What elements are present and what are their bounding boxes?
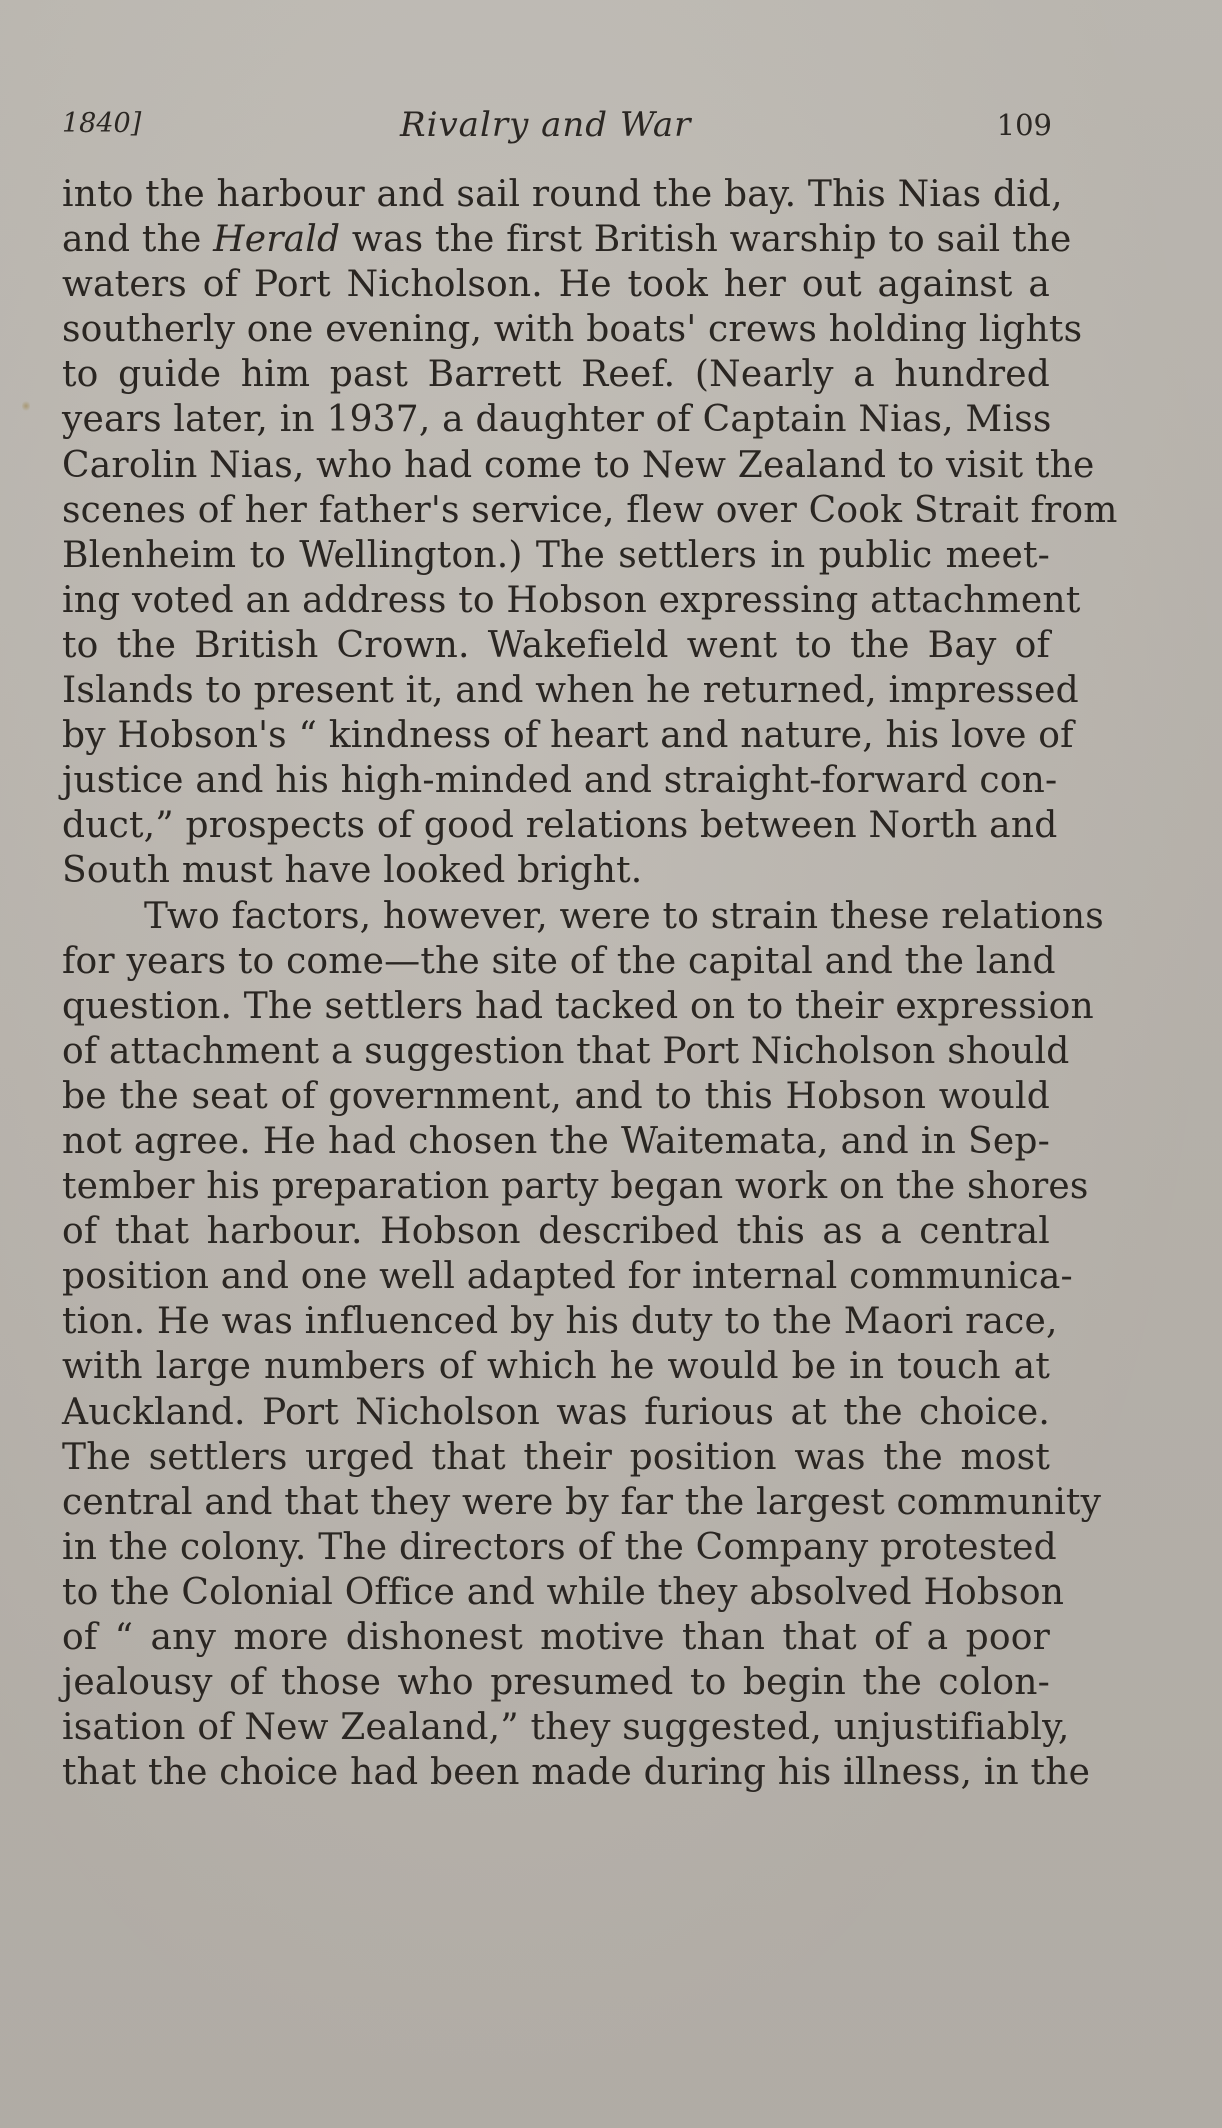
text-line-herald xyxy=(62,217,1072,262)
text-line: not agree. He had chosen the Waitemata, and in Sep- xyxy=(62,1120,1050,1162)
text-line: central and that they were by far the largest community xyxy=(62,1481,1102,1523)
text-line: for years to come—the site of the capital and the land xyxy=(62,940,1056,982)
paper-speck xyxy=(22,400,30,412)
text-line: in the colony. The directors of the Company protested xyxy=(62,1526,1057,1568)
text-line: jealousy of those who presumed to begin the colon- xyxy=(62,1662,1050,1704)
text-line: duct,” prospects of good relations between North and xyxy=(62,805,1058,847)
text-line-paragraph-end: South must have looked bright. xyxy=(62,850,643,892)
text-line: with large numbers of which he would be in touch at xyxy=(62,1346,1050,1388)
running-head-title: Rivalry and War xyxy=(400,105,692,145)
text-line: Carolin Nias, who had come to New Zealand to visit the xyxy=(62,444,1095,486)
text-line: isation of New Zealand,” they suggested, unjustifiably, xyxy=(62,1707,1070,1749)
text-line: into the harbour and sail round the bay. This Nias did, xyxy=(62,174,1063,215)
text-line: Blenheim to Wellington.) The settlers in public meet- xyxy=(62,534,1050,576)
text-line: scenes of her father's service, flew over Cook Strait from xyxy=(62,489,1118,531)
text-line: waters of Port Nicholson. He took her out against a xyxy=(62,264,1050,306)
ship-name-italic: Herald xyxy=(213,219,341,261)
text-line: The settlers urged that their position was the most xyxy=(62,1436,1050,1478)
text-line: be the seat of government, and to this Hobson would xyxy=(62,1075,1050,1117)
text-line: to the Colonial Office and while they absolved Hobson xyxy=(62,1571,1065,1613)
text-line: of attachment a suggestion that Port Nicholson should xyxy=(62,1030,1070,1072)
text-line: to guide him past Barrett Reef. (Nearly a hundred xyxy=(62,354,1050,396)
text-line: years later, in 1937, a daughter of Captain Nias, Miss xyxy=(62,399,1052,441)
text-line: question. The settlers had tacked on to their expression xyxy=(62,985,1094,1027)
page-number: 109 xyxy=(996,108,1052,142)
text-line: tion. He was influenced by his duty to the Maori race, xyxy=(62,1301,1058,1343)
text-line: Islands to present it, and when he returned, impressed xyxy=(62,670,1079,712)
text-line: by Hobson's “ kindness of heart and nature, his love of xyxy=(62,715,1074,757)
text-line: southerly one evening, with boats' crews holding lights xyxy=(62,309,1083,351)
running-head-year: 1840] xyxy=(62,108,142,139)
text-fragment: and the xyxy=(62,219,214,261)
text-line: justice and his high-minded and straight-forward con- xyxy=(62,760,1058,802)
text-line: that the choice had been made during his illness, in the xyxy=(62,1752,1091,1794)
text-line: position and one well adapted for internal communica- xyxy=(62,1256,1073,1298)
text-line: tember his preparation party began work on the shores xyxy=(62,1166,1089,1208)
text-line: to the British Crown. Wakefield went to the Bay of xyxy=(62,624,1050,666)
text-line: Auckland. Port Nicholson was furious at the choice. xyxy=(62,1391,1050,1433)
body-text xyxy=(62,172,1118,1795)
text-line: ing voted an address to Hobson expressing attachment xyxy=(62,579,1081,621)
text-line: of “ any more dishonest motive than that of a poor xyxy=(62,1617,1050,1658)
text-line: of that harbour. Hobson described this as a central xyxy=(62,1211,1050,1253)
text-line-paragraph-start: Two factors, however, were to strain these relations xyxy=(144,895,1104,937)
running-head xyxy=(62,105,1052,148)
text-fragment: was the first British warship to sail the xyxy=(340,219,1072,261)
